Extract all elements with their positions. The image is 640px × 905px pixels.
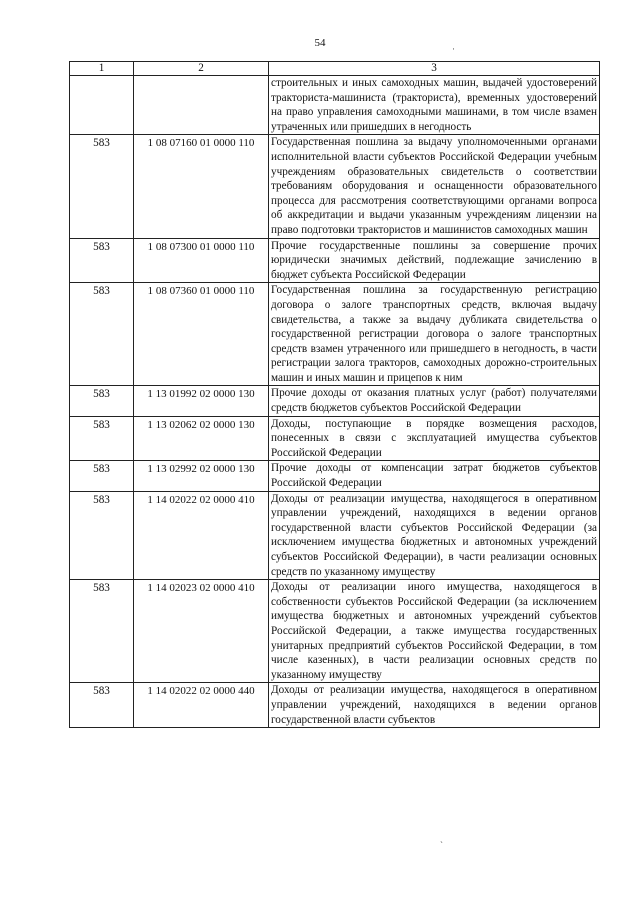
revenue-code-cell <box>134 76 269 135</box>
admin-code-cell: 583 <box>70 238 134 283</box>
revenue-code-cell: 1 08 07360 01 0000 110 <box>134 283 269 386</box>
page-number: 54 <box>314 37 326 49</box>
description-cell: Государственная пошлина за государственную регистрацию договора о залоге транспортных средств, включая выдачу свидетельства, а также за выдачу дубликата свидетельства о государственной регистрации договора о залоге транспортных средств взамен утраченного или пришедшего в негодность, в части регистрации залога тракторов, самоходных дорожно-строительных машин и иных машин и прицепов к ним <box>269 283 600 386</box>
revenue-code-cell: 1 14 02023 02 0000 410 <box>134 580 269 683</box>
description-cell: Прочие доходы от компенсации затрат бюджетов субъектов Российской Федерации <box>269 461 600 491</box>
table-row <box>70 238 600 283</box>
admin-code-cell: 583 <box>70 461 134 491</box>
description-cell: Доходы от реализации иного имущества, находящегося в собственности субъектов Российской Федерации (за исключением имущества бюджетных и автономных учреждений субъектов Российской Федерации, а также имущества государственных унитарных предприятий субъектов Российской Федерации, в том числе казенных), в части реализации основных средств по указанному имуществу <box>269 580 600 683</box>
admin-code-cell: 583 <box>70 283 134 386</box>
table-row <box>70 491 600 580</box>
admin-code-cell: 583 <box>70 386 134 416</box>
description-cell: Прочие государственные пошлины за совершение прочих юридически значимых действий, подлежащие зачислению в бюджет субъекта Российской Федерации <box>269 238 600 283</box>
revenue-code-cell: 1 13 02062 02 0000 130 <box>134 416 269 461</box>
revenue-code-cell: 1 13 02992 02 0000 130 <box>134 461 269 491</box>
admin-code-cell: 583 <box>70 580 134 683</box>
column-header-2: 2 <box>134 62 269 76</box>
table-row <box>70 386 600 416</box>
revenue-code-cell: 1 14 02022 02 0000 440 <box>134 683 269 728</box>
revenue-code-cell: 1 08 07160 01 0000 110 <box>134 135 269 238</box>
table-row <box>70 283 600 386</box>
revenue-code-cell: 1 13 01992 02 0000 130 <box>134 386 269 416</box>
description-cell: Прочие доходы от оказания платных услуг (работ) получателями средств бюджетов субъектов Российской Федерации <box>269 386 600 416</box>
header-row <box>70 62 600 76</box>
table-row <box>70 461 600 491</box>
revenue-code-cell: 1 08 07300 01 0000 110 <box>134 238 269 283</box>
scan-speck: · <box>452 44 455 54</box>
table-row <box>70 683 600 728</box>
column-header-1: 1 <box>70 62 134 76</box>
table-row <box>70 76 600 135</box>
admin-code-cell: 583 <box>70 683 134 728</box>
revenue-code-cell: 1 14 02022 02 0000 410 <box>134 491 269 580</box>
table-row <box>70 135 600 238</box>
table-body <box>70 76 600 728</box>
admin-code-cell <box>70 76 134 135</box>
table-row <box>70 416 600 461</box>
description-cell: Доходы, поступающие в порядке возмещения расходов, понесенных в связи с эксплуатацией имущества субъектов Российской Федерации <box>269 416 600 461</box>
table-row <box>70 580 600 683</box>
description-cell: Доходы от реализации имущества, находящегося в оперативном управлении учреждений, находящихся в ведении органов государственной власти субъектов <box>269 683 600 728</box>
description-cell: строительных и иных самоходных машин, выдачей удостоверений тракториста-машиниста (тракториста), временных удостоверений на право управления самоходными машинами, в том числе взамен утраченных или пришедших в негодность <box>269 76 600 135</box>
admin-code-cell: 583 <box>70 135 134 238</box>
description-cell: Государственная пошлина за выдачу уполномоченными органами исполнительной власти субъектов Российской Федерации учебным учреждениям образовательных свидетельств о соответствии требованиям оборудования и оснащенности образовательного процесса для рассмотрения соответствующими органами вопроса об аккредитации и выдачи указанным учреждениям лицензии на право подготовки трактористов и машинистов самоходных машин <box>269 135 600 238</box>
revenue-table-container <box>69 61 599 728</box>
description-cell: Доходы от реализации имущества, находящегося в оперативном управлении учреждений, находящихся в ведении органов государственной власти субъектов Российской Федерации (за исключением имущества бюджетных и автономных учреждений субъектов Российской Федерации), в части реализации основных средств по указанному имуществу <box>269 491 600 580</box>
scan-speck: ` <box>440 840 443 850</box>
admin-code-cell: 583 <box>70 491 134 580</box>
revenue-classification-table <box>69 61 600 728</box>
column-header-3: 3 <box>269 62 600 76</box>
table-header <box>70 62 600 76</box>
admin-code-cell: 583 <box>70 416 134 461</box>
